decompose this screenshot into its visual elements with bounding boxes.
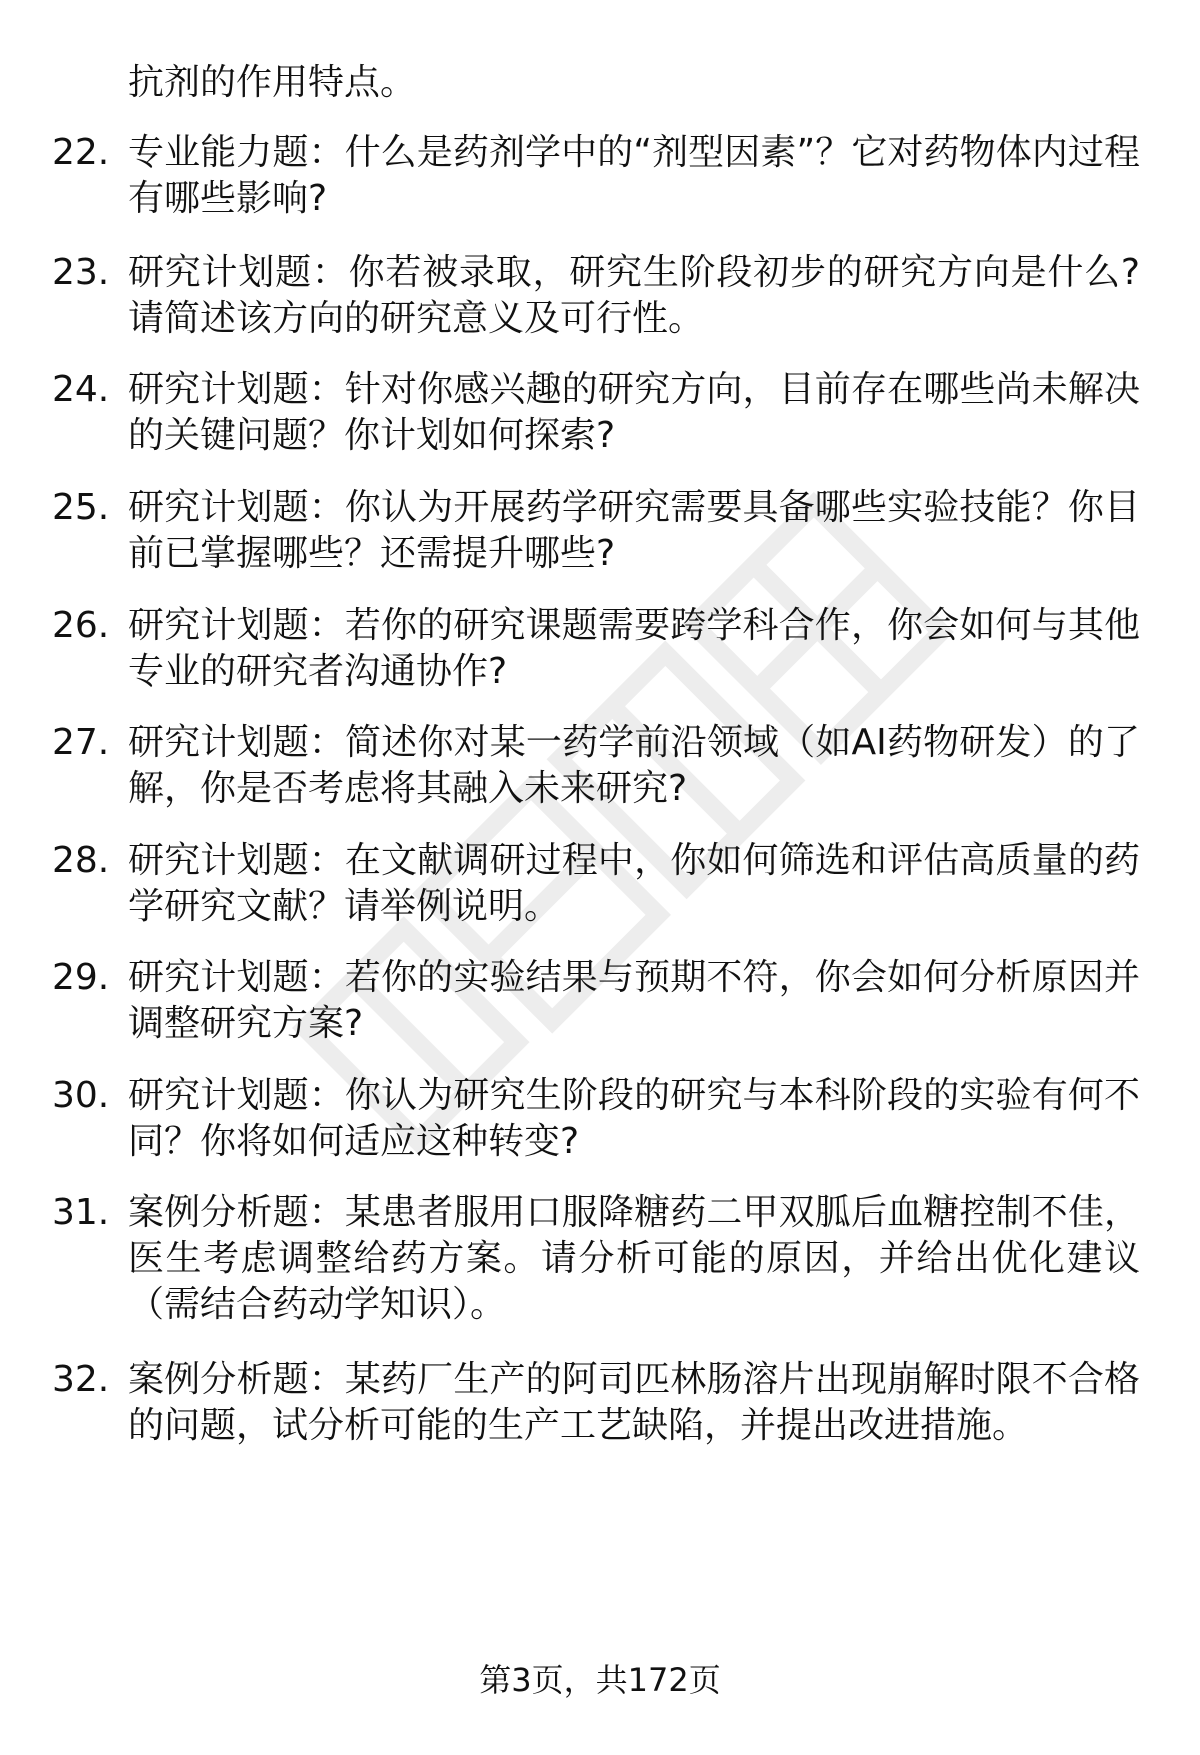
question-text: 研究计划题：若你的实验结果与预期不符，你会如何分析原因并调整研究方案?: [128, 957, 1140, 1044]
question-text: 研究计划题：你认为开展药学研究需要具备哪些实验技能？你目前已掌握哪些？还需提升哪些?: [128, 487, 1140, 574]
question-text: 研究计划题：若你的研究课题需要跨学科合作，你会如何与其他专业的研究者沟通协作?: [128, 605, 1140, 692]
question-number: 31.: [52, 1192, 110, 1233]
question-number: 32.: [52, 1359, 110, 1400]
question-number: 25.: [52, 487, 110, 528]
page-footer: 第3页，共172页: [479, 1661, 721, 1699]
question-number: 29.: [52, 957, 110, 998]
question-text: 案例分析题：某患者服用口服降糖药二甲双胍后血糖控制不佳，医生考虑调整给药方案。请分析可能的原因，并给出优化建议（需结合药动学知识）。: [128, 1192, 1140, 1325]
question-number: 30.: [52, 1075, 110, 1116]
question-number: 26.: [52, 605, 110, 646]
question-number: 27.: [52, 722, 110, 763]
question-text: 研究计划题：你若被录取，研究生阶段初步的研究方向是什么?请简述该方向的研究意义及可行性。: [128, 252, 1140, 339]
question-text: 案例分析题：某药厂生产的阿司匹林肠溶片出现崩解时限不合格的问题，试分析可能的生产工艺缺陷，并提出改进措施。: [128, 1359, 1140, 1446]
question-number: 23.: [52, 252, 110, 293]
question-text: 研究计划题：你认为研究生阶段的研究与本科阶段的实验有何不同？你将如何适应这种转变?: [128, 1075, 1140, 1162]
question-text: 研究计划题：针对你感兴趣的研究方向，目前存在哪些尚未解决的关键问题？你计划如何探索?: [128, 369, 1140, 456]
question-text: 专业能力题：什么是药剂学中的“剂型因素”？它对药物体内过程有哪些影响?: [128, 132, 1140, 219]
question-number: 24.: [52, 369, 110, 410]
question-number: 22.: [52, 132, 110, 173]
intro-fragment: 抗剂的作用特点。: [128, 62, 417, 103]
question-text: 研究计划题：简述你对某一药学前沿领域（如AI药物研发）的了解，你是否考虑将其融入未来研究?: [128, 722, 1140, 809]
question-text: 研究计划题：在文献调研过程中，你如何筛选和评估高质量的药学研究文献？请举例说明。: [128, 840, 1140, 927]
question-number: 28.: [52, 840, 110, 881]
